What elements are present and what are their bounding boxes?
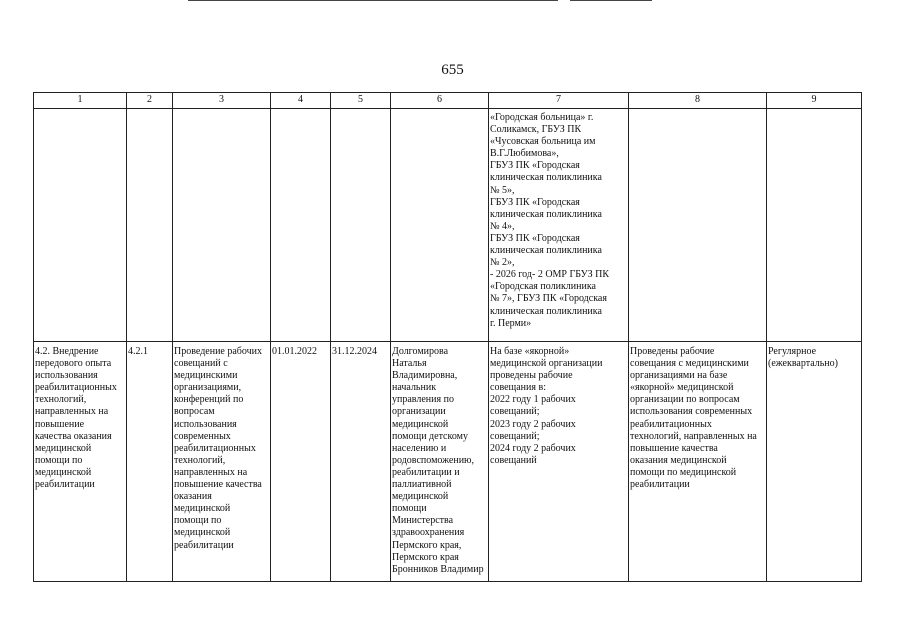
table-cell xyxy=(271,109,331,342)
cell-text-line: организациями на базе xyxy=(630,370,728,382)
cell-text-line: повышение xyxy=(35,418,85,430)
cell-text-line: ГБУЗ ПК «Городская xyxy=(490,232,580,244)
cell-text-line: медицинской xyxy=(174,527,231,539)
cell-text-line: организации xyxy=(392,406,446,418)
table-cell xyxy=(34,109,127,342)
cell-text-line: медицинской xyxy=(392,491,449,503)
cell-text-line: «якорной» медицинской xyxy=(630,382,734,394)
expected-result-cell xyxy=(629,342,767,582)
cell-text-line: начальник xyxy=(392,382,437,394)
cell-text-line: реабилитации и xyxy=(392,466,460,478)
cell-text-line: качества оказания xyxy=(35,430,112,442)
cell-text-line: конференций по xyxy=(174,394,244,406)
frequency-cell xyxy=(767,342,862,582)
cell-text-line: передового опыта xyxy=(35,358,112,370)
column-number: 1 xyxy=(34,93,127,109)
result-description-cell xyxy=(489,342,629,582)
cell-text-line: медицинской xyxy=(35,442,92,454)
cell-text-line: совещания с медицинскими xyxy=(630,358,749,370)
cell-text-line: использования xyxy=(35,370,98,382)
cell-text-line: медицинской xyxy=(35,466,92,478)
table-cell xyxy=(391,109,489,342)
cell-text-line: совещаний xyxy=(490,454,537,466)
cell-text-line: здравоохранения xyxy=(392,527,465,539)
cell-text-line: реабилитационных xyxy=(630,418,712,430)
cell-text-line: проведены рабочие xyxy=(490,370,573,382)
cell-text-line: технологий, xyxy=(174,454,226,466)
cell-text-line: ГБУЗ ПК «Городская xyxy=(490,196,580,208)
end-date-cell: 31.12.2024 xyxy=(331,342,391,582)
cell-text-line: В.Г.Любимова», xyxy=(490,148,559,160)
cell-text-line: повышение качества xyxy=(174,479,262,491)
cell-text-line: направленных на xyxy=(35,406,109,418)
cell-text-line: организациями, xyxy=(174,382,242,394)
column-number: 5 xyxy=(331,93,391,109)
cell-text-line: Владимировна, xyxy=(392,370,458,382)
cell-text-line: управления по xyxy=(392,394,454,406)
cell-text-line: Пермского края, xyxy=(392,539,462,551)
cell-text-line: Долгомирова xyxy=(392,346,449,357)
cell-text-line: технологий, направленных на xyxy=(630,430,757,442)
event-description-cell xyxy=(173,342,271,582)
cell-text-line: 4.2. Внедрение xyxy=(35,346,99,357)
cell-text-line: Бронников Владимир xyxy=(392,563,484,575)
scan-edge-line-right xyxy=(570,0,652,1)
cell-text-line: клиническая поликлиника xyxy=(490,172,602,184)
cell-text-line: совещания в: xyxy=(490,382,546,394)
cell-text-line: помощи детскому xyxy=(392,430,468,442)
column-number: 9 xyxy=(767,93,862,109)
table-cell xyxy=(173,109,271,342)
cell-text-line: совещаний; xyxy=(490,406,540,418)
cell-text-line: повышение качества xyxy=(630,442,718,454)
measures-table xyxy=(33,92,862,582)
continuation-row xyxy=(34,109,862,342)
cell-text-line: 2024 году 2 рабочих xyxy=(490,442,576,454)
cell-text-line: медицинской xyxy=(174,503,231,515)
cell-text-line: Министерства xyxy=(392,515,454,527)
cell-text-line: организации по вопросам xyxy=(630,394,740,406)
cell-text-line: помощи по медицинской xyxy=(630,466,737,478)
cell-text-line: - 2026 год- 2 ОМР ГБУЗ ПК xyxy=(490,269,610,281)
page-number: 655 xyxy=(441,62,464,78)
measure-number-cell: 4.2.1 xyxy=(127,342,173,582)
cell-text-line: Соликамск, ГБУЗ ПК xyxy=(490,124,582,136)
cell-text-line: клиническая поликлиника xyxy=(490,208,602,220)
cell-text-line: На базе «якорной» xyxy=(490,346,570,357)
cell-text-line: помощи xyxy=(392,503,427,515)
cell-text-line: Пермского края xyxy=(392,551,459,563)
cell-text-line: населению и xyxy=(392,442,447,454)
cell-text-line: 2022 году 1 рабочих xyxy=(490,394,576,406)
cell-text-line: Наталья xyxy=(392,358,427,370)
cell-text-line: реабилитационных xyxy=(174,442,256,454)
table-cell xyxy=(767,109,862,342)
cell-text-line: «Городская поликлиника xyxy=(490,281,596,293)
cell-text-line: оказания xyxy=(174,491,212,503)
column-number: 3 xyxy=(173,93,271,109)
cell-text-line: Регулярное xyxy=(768,346,817,357)
cell-text-line: реабилитации xyxy=(630,479,690,491)
cell-text-line: оказания медицинской xyxy=(630,454,727,466)
cell-text-line: паллиативной xyxy=(392,479,452,491)
cell-text-line: № 2», xyxy=(490,257,515,269)
start-date-cell: 01.01.2022 xyxy=(271,342,331,582)
column-number: 4 xyxy=(271,93,331,109)
column-number: 7 xyxy=(489,93,629,109)
cell-text-line: реабилитации xyxy=(174,539,234,551)
cell-text-line: (ежеквартально) xyxy=(768,358,838,370)
cell-text-line: помощи по xyxy=(35,454,83,466)
column-number-row xyxy=(34,93,862,109)
table-cell xyxy=(629,109,767,342)
cell-text-line: помощи по xyxy=(174,515,222,527)
table-cell xyxy=(127,109,173,342)
measure-name-cell xyxy=(34,342,127,582)
cell-text-line: № 7», ГБУЗ ПК «Городская xyxy=(490,293,607,305)
cell-text-line: совещаний; xyxy=(490,430,540,442)
cell-text-line: совещаний с xyxy=(174,358,228,370)
cell-text-line: № 4», xyxy=(490,220,515,232)
table-cell xyxy=(331,109,391,342)
cell-text-line: родовспоможению, xyxy=(392,454,475,466)
cell-text-line: Проведение рабочих xyxy=(174,346,263,357)
cell-text-line: использования современных xyxy=(630,406,753,418)
cell-text-line: «Чусовская больница им xyxy=(490,136,596,148)
cell-text-line: направленных на xyxy=(174,466,248,478)
cell-text-line: клиническая поликлиника xyxy=(490,245,602,257)
cell-text-line: медицинскими xyxy=(174,370,238,382)
scan-edge-line-left xyxy=(188,0,558,1)
cell-text-line: современных xyxy=(174,430,231,442)
column-number: 6 xyxy=(391,93,489,109)
cell-text-line: клиническая поликлиника xyxy=(490,305,602,317)
cell-text-line: 2023 году 2 рабочих xyxy=(490,418,576,430)
cell-text-line: № 5», xyxy=(490,184,515,196)
responsible-person-cell xyxy=(391,342,489,582)
cell-text-line: использования xyxy=(174,418,237,430)
cell-text-line: Проведены рабочие xyxy=(630,346,715,357)
cell-text-line: г. Перми» xyxy=(490,317,532,329)
cell-text-line: технологий, xyxy=(35,394,87,406)
cell-text-line: вопросам xyxy=(174,406,215,418)
cell-text-line: медицинской xyxy=(392,418,449,430)
column-number: 8 xyxy=(629,93,767,109)
continuation-executors-cell xyxy=(489,109,629,342)
table-row-4-2 xyxy=(34,342,862,582)
cell-text-line: реабилитационных xyxy=(35,382,117,394)
cell-text-line: «Городская больница» г. xyxy=(490,112,594,123)
cell-text-line: медицинской организации xyxy=(490,358,603,370)
column-number: 2 xyxy=(127,93,173,109)
cell-text-line: ГБУЗ ПК «Городская xyxy=(490,160,580,172)
cell-text-line: реабилитации xyxy=(35,479,95,491)
